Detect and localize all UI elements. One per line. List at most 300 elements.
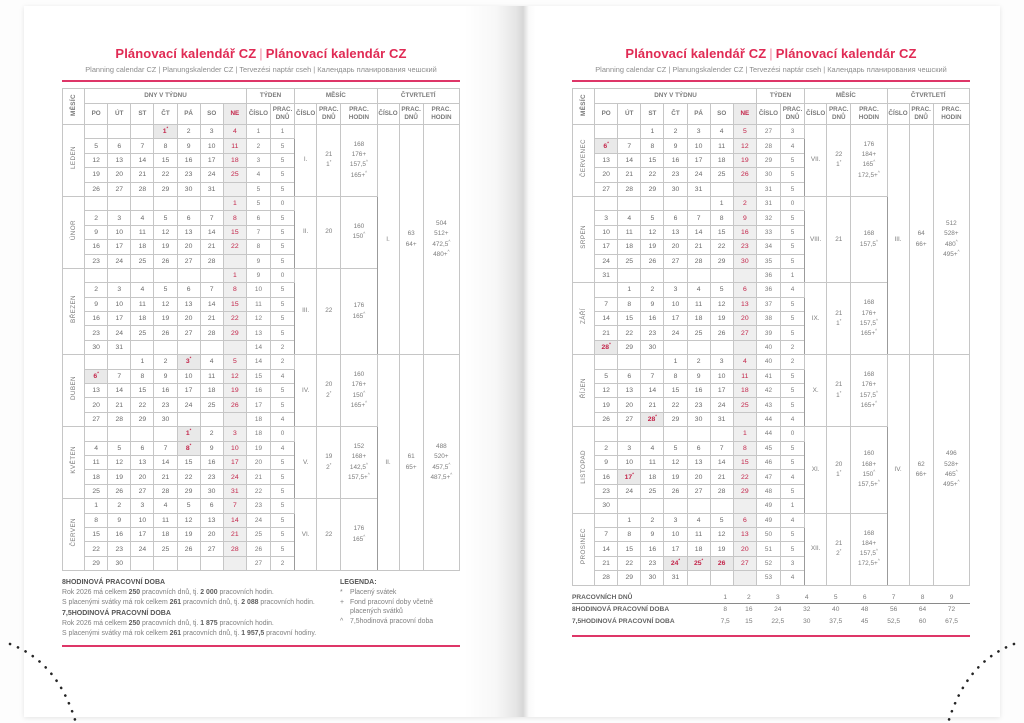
day-cell: 19	[641, 240, 664, 254]
header-month-column: MĚSÍC	[573, 89, 595, 125]
month-label: ČERVEN	[63, 499, 85, 571]
month-label: ZÁŘÍ	[573, 283, 595, 355]
day-cell: 18	[131, 240, 154, 254]
day-cell: 9	[200, 441, 223, 455]
week-workdays: 4	[781, 513, 805, 527]
header-month-workhours: PRAC. HODIN	[851, 104, 887, 125]
page-left-content	[62, 6, 460, 647]
conversion-value: 72	[947, 606, 956, 614]
day-cell: 14	[131, 153, 154, 167]
week-workdays: 4	[271, 412, 295, 426]
week-number: 27	[246, 556, 270, 570]
conversion-value: 22,5	[771, 618, 785, 625]
day-cell: 27	[177, 326, 200, 340]
day-cell: 5	[710, 283, 733, 297]
day-cell: 27	[200, 542, 223, 556]
day-cell: 29	[154, 182, 177, 196]
day-cell: 24	[200, 168, 223, 182]
week-number: 39	[756, 326, 780, 340]
header-quarter-workhours: PRAC. HODIN	[933, 104, 969, 125]
day-cell: 13	[733, 527, 756, 541]
quarter-number: III.	[887, 125, 909, 355]
day-cell: 26	[710, 326, 733, 340]
day-cell: 9	[85, 297, 108, 311]
day-cell: 14	[710, 455, 733, 469]
day-cell: 20	[733, 312, 756, 326]
day-cell	[733, 412, 756, 426]
day-cell: 31	[664, 571, 687, 585]
day-cell: 13	[595, 153, 618, 167]
day-cell: 26	[664, 484, 687, 498]
work-time-heading: 7,5HODINOVÁ PRACOVNÍ DOBA	[62, 610, 171, 618]
month-number: III.	[295, 268, 317, 354]
day-cell: 18	[641, 470, 664, 484]
day-cell: 5	[85, 139, 108, 153]
week-number: 30	[756, 168, 780, 182]
month-workdays: 22	[317, 268, 341, 354]
day-cell: 24	[108, 326, 131, 340]
legend-text: Placený svátek	[350, 589, 397, 597]
day-cell: 5	[710, 513, 733, 527]
week-row	[63, 125, 460, 139]
week-number: 13	[246, 326, 270, 340]
day-cell	[595, 125, 618, 139]
day-cell: 3	[131, 499, 154, 513]
page-left	[24, 6, 510, 717]
day-cell: 6	[177, 283, 200, 297]
legend-symbol: ^	[340, 617, 344, 625]
legend	[332, 576, 460, 638]
day-cell: 14	[108, 384, 131, 398]
day-cell: 4	[154, 499, 177, 513]
work-time-line	[62, 619, 332, 629]
day-cell: 2	[641, 283, 664, 297]
week-workdays: 5	[781, 153, 805, 167]
day-cell	[85, 268, 108, 282]
day-cell: 15	[641, 153, 664, 167]
day-cell: 12	[664, 455, 687, 469]
day-cell: 28	[618, 182, 641, 196]
day-cell: 1	[733, 427, 756, 441]
week-number: 4	[246, 168, 270, 182]
header-day-čt: ČT	[154, 104, 177, 125]
header-quarter-number: ČÍSLO	[887, 104, 909, 125]
day-cell: 28	[131, 182, 154, 196]
day-cell: 29	[641, 182, 664, 196]
day-cell: 23	[85, 326, 108, 340]
day-cell: 7	[710, 441, 733, 455]
day-cell: 10	[710, 369, 733, 383]
week-number: 9	[246, 268, 270, 282]
day-cell: 4	[200, 355, 223, 369]
week-number: 36	[756, 268, 780, 282]
day-cell: 17	[710, 384, 733, 398]
title-czech: Plánovací kalendář CZ	[625, 46, 767, 61]
work-time-heading: 8HODINOVÁ PRACOVNÍ DOBA	[62, 579, 166, 587]
conversion-value: 67,5	[945, 618, 958, 625]
page-subtitle: Planning calendar CZ | Planungskalender CZ | Tervezési naptár cseh | Календарь планирования чешский	[595, 65, 947, 74]
day-cell	[595, 513, 618, 527]
day-cell: 4	[618, 211, 641, 225]
day-cell: 1	[618, 513, 641, 527]
day-cell: 22	[131, 398, 154, 412]
quarter-workdays: 63 64+	[399, 125, 423, 355]
day-cell	[710, 571, 733, 585]
day-cell: 20	[177, 240, 200, 254]
title-separator: |	[769, 46, 773, 61]
day-cell: 27	[85, 412, 108, 426]
day-cell: 23	[641, 556, 664, 570]
week-workdays: 5	[271, 484, 295, 498]
header-month-workhours: PRAC. HODIN	[341, 104, 377, 125]
header-day-so: SO	[200, 104, 223, 125]
header-quarter-workhours: PRAC. HODIN	[423, 104, 459, 125]
header-week-number: ČÍSLO	[246, 104, 270, 125]
week-workdays: 0	[271, 196, 295, 210]
conversion-row-label: PRACOVNÍCH DNŮ	[572, 592, 712, 604]
week-number: 20	[246, 455, 270, 469]
header-week-workdays: PRAC. DNŮ	[271, 104, 295, 125]
week-workdays: 0	[781, 427, 805, 441]
day-cell: 25	[154, 542, 177, 556]
week-number: 28	[756, 139, 780, 153]
work-time-text: 261	[169, 629, 182, 637]
day-cell: 21	[687, 240, 710, 254]
week-number: 3	[246, 153, 270, 167]
day-cell	[177, 196, 200, 210]
day-cell	[710, 268, 733, 282]
day-cell	[154, 556, 177, 570]
day-cell: 16	[733, 225, 756, 239]
header-day-so: SO	[710, 104, 733, 125]
day-cell	[710, 182, 733, 196]
month-workhours: 160 168+ 150^ 157,5+^	[851, 427, 887, 513]
header-day-ne: NE	[223, 104, 246, 125]
month-number: VI.	[295, 499, 317, 571]
day-cell: 16	[154, 384, 177, 398]
conversion-value: 15	[745, 618, 753, 625]
month-workhours: 168 176+ 157,5^ 165+^	[341, 125, 377, 197]
day-cell: 16	[177, 153, 200, 167]
conversion-value: 48	[860, 606, 869, 614]
day-cell: 26	[108, 484, 131, 498]
day-cell: 2	[108, 499, 131, 513]
week-number: 14	[246, 340, 270, 354]
day-cell: 5	[664, 441, 687, 455]
week-workdays: 5	[781, 384, 805, 398]
week-number: 51	[756, 542, 780, 556]
conversion-value: 1	[712, 592, 738, 604]
day-cell	[131, 340, 154, 354]
day-cell: 7	[641, 369, 664, 383]
day-cell: 9	[595, 455, 618, 469]
day-cell: 17	[223, 455, 246, 469]
planning-calendar-table-left	[62, 88, 460, 571]
day-cell: 27	[595, 182, 618, 196]
day-cell	[131, 268, 154, 282]
day-cell: 5	[154, 283, 177, 297]
day-cell: 9	[85, 225, 108, 239]
work-time-text: Rok 2026 má celkem	[62, 589, 129, 597]
day-cell	[733, 571, 756, 585]
day-cell: 1	[131, 355, 154, 369]
month-workhours: 176 165^	[341, 499, 377, 571]
day-cell: 17	[131, 527, 154, 541]
week-number: 43	[756, 398, 780, 412]
header-week-number: ČÍSLO	[756, 104, 780, 125]
work-time-text: pracovních hodin.	[217, 589, 274, 597]
day-cell: 9	[641, 297, 664, 311]
day-cell: 21	[131, 168, 154, 182]
header-day-út: ÚT	[618, 104, 641, 125]
day-cell: 25	[85, 484, 108, 498]
day-cell	[595, 427, 618, 441]
work-time-text: 1 957,5	[241, 629, 265, 637]
header-day-po: PO	[595, 104, 618, 125]
day-cell	[618, 125, 641, 139]
day-cell: 14	[595, 542, 618, 556]
conversion-value: 2	[738, 592, 759, 604]
day-cell	[733, 499, 756, 513]
day-cell: 10	[664, 297, 687, 311]
day-cell: 11	[618, 225, 641, 239]
day-cell: 17	[664, 542, 687, 556]
day-cell: 14	[641, 384, 664, 398]
day-cell	[687, 499, 710, 513]
day-cell: 4	[710, 125, 733, 139]
title-czech: Plánovací kalendář CZ	[115, 46, 257, 61]
day-cell: 21	[595, 556, 618, 570]
week-number: 49	[756, 513, 780, 527]
header-quarter-number: ČÍSLO	[377, 104, 399, 125]
day-cell: 29	[177, 484, 200, 498]
day-cell: 9	[108, 513, 131, 527]
header-quarter-group: ČTVRTLETÍ	[887, 89, 970, 104]
day-cell	[618, 355, 641, 369]
day-cell: 25	[710, 168, 733, 182]
day-cell: 3	[108, 283, 131, 297]
day-cell: 28*	[641, 412, 664, 426]
day-cell: 26	[154, 254, 177, 268]
day-cell: 1	[710, 196, 733, 210]
week-number: 1	[246, 125, 270, 139]
day-cell: 19	[733, 153, 756, 167]
day-cell: 26	[733, 168, 756, 182]
header-day-pá: PÁ	[687, 104, 710, 125]
day-cell: 15	[618, 542, 641, 556]
header-days-of-week-group: DNY V TÝDNU	[85, 89, 247, 104]
day-cell: 21	[200, 240, 223, 254]
day-cell: 15	[177, 455, 200, 469]
week-number: 10	[246, 283, 270, 297]
day-cell: 27	[131, 484, 154, 498]
day-cell: 11	[131, 297, 154, 311]
week-workdays: 5	[271, 283, 295, 297]
month-workdays: 19 2*	[317, 427, 341, 499]
day-cell: 25*	[687, 556, 710, 570]
day-cell: 1	[85, 499, 108, 513]
day-cell	[223, 412, 246, 426]
week-number: 32	[756, 211, 780, 225]
day-cell: 27	[664, 254, 687, 268]
week-number: 47	[756, 470, 780, 484]
work-time-text: S placenými svátky má rok celkem	[62, 598, 170, 606]
day-cell: 13	[733, 297, 756, 311]
conversion-value: 40	[832, 606, 840, 614]
week-workdays: 5	[781, 168, 805, 182]
day-cell	[154, 196, 177, 210]
month-number: V.	[295, 427, 317, 499]
day-cell: 11	[200, 369, 223, 383]
day-cell: 31	[710, 412, 733, 426]
day-cell: 5	[733, 125, 756, 139]
day-cell: 2	[200, 427, 223, 441]
day-cell: 30	[85, 340, 108, 354]
work-time-text: 2 000	[200, 589, 218, 597]
day-cell: 10	[664, 527, 687, 541]
day-cell: 30	[664, 182, 687, 196]
month-number: VII.	[805, 125, 827, 197]
day-cell: 26	[223, 398, 246, 412]
day-cell	[664, 268, 687, 282]
week-number: 46	[756, 455, 780, 469]
day-cell: 22	[710, 240, 733, 254]
week-number: 35	[756, 254, 780, 268]
day-cell: 16	[664, 153, 687, 167]
day-cell: 18	[733, 384, 756, 398]
day-cell: 11	[687, 527, 710, 541]
month-label: BŘEZEN	[63, 268, 85, 354]
day-cell: 29	[618, 340, 641, 354]
week-number: 21	[246, 470, 270, 484]
day-cell: 5	[223, 355, 246, 369]
conversion-value: 32	[803, 606, 811, 614]
month-label: ŘÍJEN	[573, 355, 595, 427]
week-number: 9	[246, 254, 270, 268]
day-cell: 6	[733, 513, 756, 527]
day-cell: 31	[223, 484, 246, 498]
day-cell: 20	[131, 470, 154, 484]
day-cell: 20	[687, 470, 710, 484]
month-number: XII.	[805, 513, 827, 585]
day-cell: 12	[154, 297, 177, 311]
calendar-table-host-left	[62, 88, 460, 571]
day-cell	[618, 427, 641, 441]
conversion-row	[572, 616, 970, 628]
day-cell: 16	[85, 312, 108, 326]
day-cell: 1	[664, 355, 687, 369]
work-time-line	[62, 629, 332, 639]
month-label: LEDEN	[63, 125, 85, 197]
day-cell: 4	[687, 513, 710, 527]
week-row	[573, 125, 970, 139]
day-cell: 6	[664, 211, 687, 225]
day-cell: 3	[687, 125, 710, 139]
day-cell: 26	[154, 326, 177, 340]
day-cell: 12	[85, 153, 108, 167]
header-month-number: ČÍSLO	[295, 104, 317, 125]
week-number: 17	[246, 398, 270, 412]
week-workdays: 5	[271, 240, 295, 254]
week-number: 18	[246, 412, 270, 426]
day-cell: 24	[177, 398, 200, 412]
day-cell: 28	[710, 484, 733, 498]
day-cell: 31	[595, 268, 618, 282]
week-row	[63, 355, 460, 369]
week-number: 22	[246, 484, 270, 498]
day-cell: 3	[108, 211, 131, 225]
day-cell: 6	[131, 441, 154, 455]
day-cell: 11	[154, 513, 177, 527]
day-cell	[177, 556, 200, 570]
week-number: 40	[756, 340, 780, 354]
work-time-blocks	[62, 576, 332, 638]
week-number: 31	[756, 182, 780, 196]
day-cell: 18	[687, 542, 710, 556]
day-cell: 20	[595, 168, 618, 182]
week-workdays: 2	[781, 340, 805, 354]
day-cell: 11	[85, 455, 108, 469]
month-label: ČERVENEC	[573, 125, 595, 197]
day-cell: 30	[595, 499, 618, 513]
conversion-value: 64	[918, 606, 927, 614]
day-cell: 21	[710, 470, 733, 484]
day-cell: 6	[177, 211, 200, 225]
day-cell: 23	[687, 398, 710, 412]
day-cell: 22	[733, 470, 756, 484]
day-cell	[108, 125, 131, 139]
day-cell: 29	[733, 484, 756, 498]
day-cell: 23	[664, 168, 687, 182]
day-cell: 13	[108, 153, 131, 167]
day-cell: 21	[641, 398, 664, 412]
header-day-po: PO	[85, 104, 108, 125]
day-cell	[710, 427, 733, 441]
week-workdays: 5	[781, 484, 805, 498]
week-workdays: 4	[781, 139, 805, 153]
work-time-line	[62, 598, 332, 608]
day-cell: 6*	[595, 139, 618, 153]
week-number: 52	[756, 556, 780, 570]
day-cell: 28	[687, 254, 710, 268]
week-number: 44	[756, 412, 780, 426]
day-cell: 14	[687, 225, 710, 239]
conversion-row	[572, 592, 970, 604]
day-cell	[733, 182, 756, 196]
day-cell	[641, 427, 664, 441]
day-cell: 7	[154, 441, 177, 455]
day-cell: 10	[618, 455, 641, 469]
workdays-hours-table	[572, 592, 970, 628]
day-cell: 26	[85, 182, 108, 196]
day-cell: 15	[733, 455, 756, 469]
day-cell	[641, 499, 664, 513]
month-label: LISTOPAD	[573, 427, 595, 513]
month-workdays: 21 1*	[827, 355, 851, 427]
quarter-workdays: 64 66+	[909, 125, 933, 355]
month-number: X.	[805, 355, 827, 427]
day-cell	[641, 355, 664, 369]
day-cell	[641, 268, 664, 282]
header-day-čt: ČT	[664, 104, 687, 125]
quarter-number: I.	[377, 125, 399, 355]
day-cell: 15	[223, 225, 246, 239]
header-quarter-group: ČTVRTLETÍ	[377, 89, 460, 104]
day-cell	[664, 499, 687, 513]
day-cell: 7	[595, 297, 618, 311]
week-number: 7	[246, 225, 270, 239]
month-workdays: 20	[317, 196, 341, 268]
